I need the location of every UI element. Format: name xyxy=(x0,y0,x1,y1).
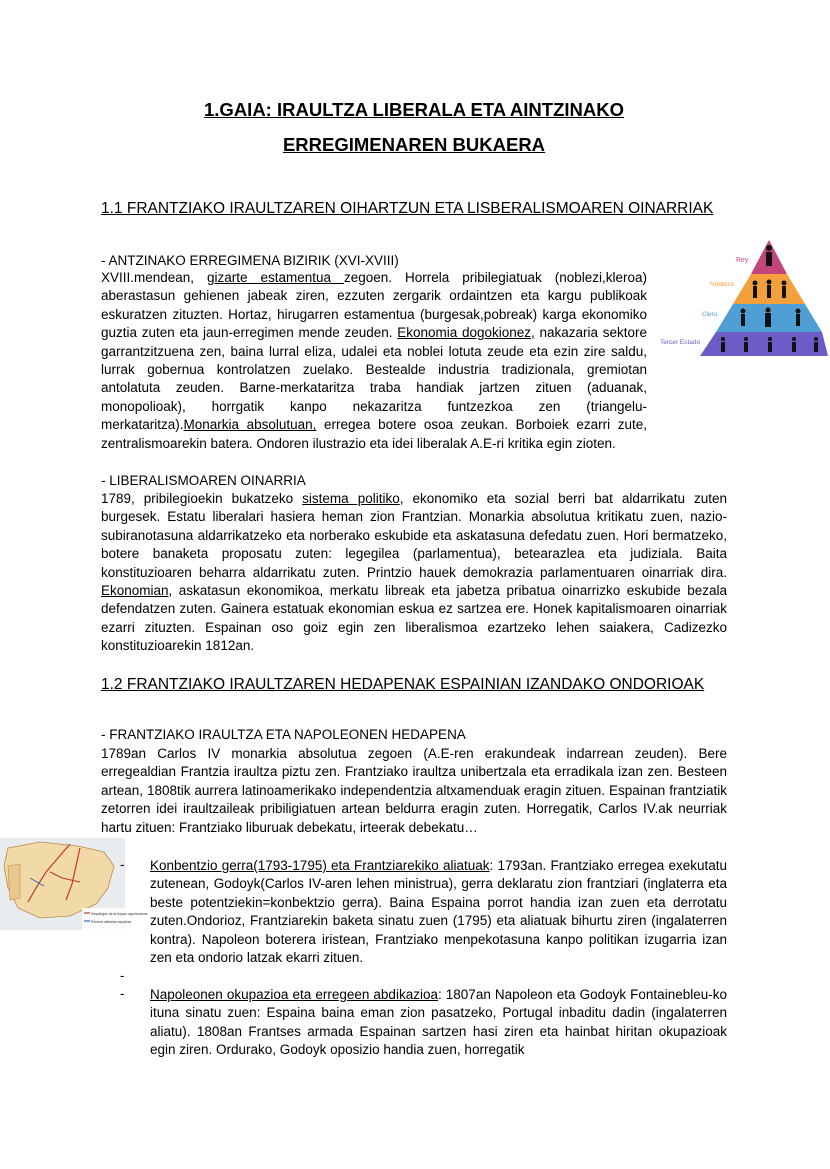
subsection-antzinako-heading: - ANTZINAKO ERREGIMENA BIZIRIK (XVI-XVIII) xyxy=(101,253,399,268)
underlined-term-monarkia-absolutuan: Monarkia absolutuan, xyxy=(183,417,317,433)
text-run: 1789, pribilegioekin bukatzeko xyxy=(101,491,303,506)
underlined-term-sistema-politiko: sistema politiko xyxy=(302,491,400,506)
pyramid-label-tercer-estado: Tercer Estado xyxy=(660,339,701,346)
bullet-marker-empty: - xyxy=(120,968,125,983)
paragraph-antzinako-erregimena xyxy=(101,269,647,453)
underlined-term-gizarte-estamentua: gizarte estamentua xyxy=(207,270,344,285)
text-run: nakazaria sektore garrantzitzuena zen, baina lurral eliza, udalei eta noblei lotuta zeude eta ezin zire saldu, lurrak gobernua kontrolatzen zuelako. Bestealde industria tradizionala, gremiotan antolatuta zeuden. Barne-merkataritza traba handiak jartzen zituen (aduanak, monopolioak), horrgatik kanpo nekazaritza funtzezkoa zen (triangelu-merkataritza). xyxy=(101,325,648,433)
text-run: , ekonomiko eta sozial berri bat aldarrikatu zuten burgesek. Estatu liberalari hasiera heman zion Frantzian. Monarkia absolutua kritikatu zuen, nazio-subiranotasuna aldarrikatzeko eta norberako eskubide eta askatasuna defedatu zuen. Hori bermatzeko, botere banaketa proposatu zuten: legegilea (parlamentua), betearazlea eta judiziala. Baita konstituzioaren beharra aldarrikatu zuten. Printzio hauek demokrazia parlamentuaren oinarriak dira. xyxy=(101,491,727,580)
underlined-term-ekonomian: Ekonomian xyxy=(101,583,169,599)
bullet-item-konbentzio-gerra xyxy=(150,857,727,967)
page-title-line-2: ERREGIMENAREN BUKAERA xyxy=(282,134,546,155)
paragraph-napoleonen-hedapena: 1789an Carlos IV monarkia absolutua zegoen (A.E-ren erakundeak indarrean zeuden). Bere erregealdian Frantzia iraultza piztu zen. Frantziako iraultza unibertzala eta erradikala izan zen. Besteen artean, 1808tik aurrera latinoamerikako independentzia altxamenduak eragin zituen. Espainan frantziatik zetorren idei iraultzaileak pribiligiatuen artean beldurra eragin zuten. Horregatik, Carlos IV.ak neurriak hartu zituen: Frantziako liburuak debekatu, irteerak debekatu… xyxy=(101,746,727,835)
bullet-item-napoleonen-okupazioa xyxy=(150,986,727,1060)
bullet-text: : 1807an Napoleon eta Godoyk Fontainebleu-ko ituna sinatu zuen: Espaina baina eman zion pasatzeko, Portugal inbaditu dadin (ingalaterren aliatu). 1808an Frantses armada Espainan sartzen hasi ziren eta hainbat hiritan okupazioak egin ziren. Ordurako, Godoyk oposizio handia zuen, horregatik xyxy=(150,987,727,1058)
map-legend-item-2: Primera ofensiva española xyxy=(91,920,132,924)
text-run: erregea botere osoa zeukan. Borboiek ezarri zute, zentralismoarekin batera. Ondoren ilustrazio eta idei liberalak A.E-ri kritika egin zioten. xyxy=(101,417,647,451)
text-run: XVIII.mendean, xyxy=(101,270,208,285)
pyramid-label-rey: Rey xyxy=(736,257,749,264)
bullet-text: : 1793an. Frantziako erregea exekutatu zutenean, Godoyk(Carlos IV-aren lehen ministrua), gerra deklaratu zion frantziari (inglaterra eta beste potentziekin=konbektzio gerra). Baina Espaina porrot handia izan zuen eta derrotatu zuten.Ondorioz, Frantziarekin baketa sinatu zuen (1795) eta aliatuak bihurtu ziren (ingalaterren kontra). Napoleon boterera iristean, Frantziako menpekotasuna kanpo politikan izugarria izan zen eta ondorio latzak ekarri zituen. xyxy=(150,858,728,966)
text-run: zegoen. Horrela pribilegiatuak (noblezi,kleroa) aberastasun gehienen jabeak ziren, ezzuten zergarik ordaintzen eta kargu publikoak eskuratzen zituzten. Hortaz, hirugarren estamentua (burgesak,pobreak) karga ekonomiko guztia zuten eta jaun-erregimen mende zeuden. xyxy=(101,270,647,341)
bullet-title-napoleonen-okupazioa: Napoleonen okupazioa eta erregeen abdikazioa xyxy=(150,987,438,1002)
subsection-liberalismoa-heading: - LIBERALISMOAREN OINARRIA xyxy=(101,473,306,488)
section-2-heading: 1.2 FRANTZIAKO IRAULTZAREN HEDAPENAK ESPAINIAN IZANDAKO ONDORIOAK xyxy=(101,676,705,693)
social-pyramid-figure xyxy=(658,236,830,362)
pyramid-label-clero: Clero xyxy=(702,311,718,318)
paragraph-liberalismoa xyxy=(101,490,727,656)
iberia-map-figure xyxy=(0,838,148,930)
text-run: , askatasun ekonomikoa, merkatu libreak eta jabetza pribatua oinarrizko eskubide bezala defendatzen zuten. Gainera estatuak ekonomian eskua ez sartzea ere. Honek kapitalismoaren oinarriak ezarri zituzten. Espainan oso goiz egin zen liberalismoa ezartzeko lehen saiakera, Cadizezko konstituzioarekin 1812an. xyxy=(101,583,727,654)
pyramid-tier-tercer-estado xyxy=(700,332,828,356)
bullet-marker: - xyxy=(120,857,125,872)
underlined-term-ekonomia: Ekonomia dogokionez, xyxy=(397,325,535,341)
page-title-line-1: 1.GAIA: IRAULTZA LIBERALA ETA AINTZINAKO xyxy=(204,99,624,120)
map-legend-item-1: Despliegue de la tropas napoleonicas xyxy=(91,912,148,916)
subsection-napoleon-heading: - FRANTZIAKO IRAULTZA ETA NAPOLEONEN HEDAPENA xyxy=(101,727,466,742)
section-1-heading: 1.1 FRANTZIAKO IRAULTZAREN OIHARTZUN ETA LISBERALISMOAREN OINARRIAK xyxy=(101,200,714,217)
bullet-title-konbentzio-gerra: Konbentzio gerra(1793-1795) eta Frantziarekiko aliatuak xyxy=(150,858,490,873)
pyramid-label-nobleza: Nobleza xyxy=(710,281,734,288)
bullet-marker: - xyxy=(120,986,125,1001)
